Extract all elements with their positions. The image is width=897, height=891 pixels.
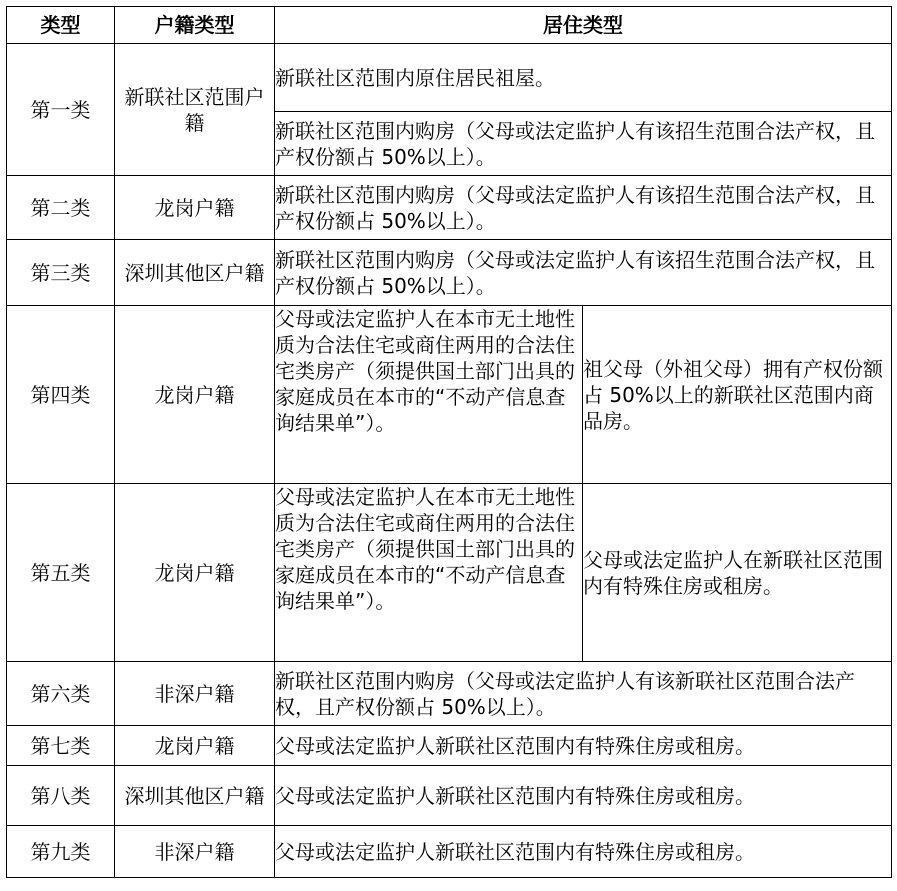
huji-text: 龙岗户籍 xyxy=(154,195,235,220)
huji-text: 龙岗户籍 xyxy=(154,382,235,407)
category-cell: 第四类 xyxy=(7,306,115,484)
huji-cell xyxy=(115,44,275,176)
header-category: 类型 xyxy=(7,7,115,44)
table-row xyxy=(7,306,892,484)
huji-cell xyxy=(115,662,275,726)
residence-cell: 父母或法定监护人新联社区范围内有特殊住房或租房。 xyxy=(275,826,892,878)
residence-category-table xyxy=(6,6,892,878)
huji-cell xyxy=(115,484,275,662)
category-cell: 第六类 xyxy=(7,662,115,726)
residence-right-cell: 父母或法定监护人在新联社区范围内有特殊住房或租房。 xyxy=(583,484,892,662)
residence-cell: 父母或法定监护人新联社区范围内有特殊住房或租房。 xyxy=(275,726,892,766)
table-row xyxy=(7,826,892,878)
huji-cell xyxy=(115,726,275,766)
residence-cell: 新联社区范围内购房（父母或法定监护人有该招生范围合法产权，且产权份额占 50%以上）。 xyxy=(275,112,892,176)
table-row xyxy=(7,726,892,766)
huji-cell xyxy=(115,766,275,826)
category-cell: 第八类 xyxy=(7,766,115,826)
category-cell: 第七类 xyxy=(7,726,115,766)
residence-cell: 父母或法定监护人新联社区范围内有特殊住房或租房。 xyxy=(275,766,892,826)
table-row xyxy=(7,240,892,306)
table-row xyxy=(7,484,892,662)
header-huji: 户籍类型 xyxy=(115,7,275,44)
residence-cell: 新联社区范围内原住居民祖屋。 xyxy=(275,44,892,112)
category-cell: 第五类 xyxy=(7,484,115,662)
residence-left-cell: 父母或法定监护人在本市无土地性质为合法住宅或商住两用的合法住宅类房产（须提供国土部门出具的家庭成员在本市的“不动产信息查询结果单”）。 xyxy=(275,306,583,484)
huji-text: 新联社区范围户籍 xyxy=(124,84,265,135)
category-cell: 第二类 xyxy=(7,176,115,240)
huji-text: 深圳其他区户籍 xyxy=(124,260,265,285)
table-row xyxy=(7,44,892,112)
huji-cell xyxy=(115,240,275,306)
residence-right-cell: 祖父母（外祖父母）拥有产权份额占 50%以上的新联社区范围内商品房。 xyxy=(583,306,892,484)
residence-cell: 新联社区范围内购房（父母或法定监护人有该招生范围合法产权，且产权份额占 50%以上）。 xyxy=(275,240,892,306)
category-cell: 第一类 xyxy=(7,44,115,176)
huji-text: 非深户籍 xyxy=(154,681,235,706)
category-cell: 第三类 xyxy=(7,240,115,306)
huji-text: 龙岗户籍 xyxy=(154,560,235,585)
huji-cell xyxy=(115,826,275,878)
table-row xyxy=(7,176,892,240)
table-row xyxy=(7,662,892,726)
residence-left-cell: 父母或法定监护人在本市无土地性质为合法住宅或商住两用的合法住宅类房产（须提供国土部门出具的家庭成员在本市的“不动产信息查询结果单”）。 xyxy=(275,484,583,662)
residence-cell: 新联社区范围内购房（父母或法定监护人有该新联社区范围合法产权，且产权份额占 50%以上）。 xyxy=(275,662,892,726)
table-header-row xyxy=(7,7,892,44)
residence-cell: 新联社区范围内购房（父母或法定监护人有该招生范围合法产权，且产权份额占 50%以上）。 xyxy=(275,176,892,240)
header-residence: 居住类型 xyxy=(275,7,892,44)
category-cell: 第九类 xyxy=(7,826,115,878)
huji-text: 非深户籍 xyxy=(154,839,235,864)
table-row xyxy=(7,766,892,826)
huji-text: 龙岗户籍 xyxy=(154,733,235,758)
huji-cell xyxy=(115,306,275,484)
huji-text: 深圳其他区户籍 xyxy=(124,783,265,808)
huji-cell xyxy=(115,176,275,240)
